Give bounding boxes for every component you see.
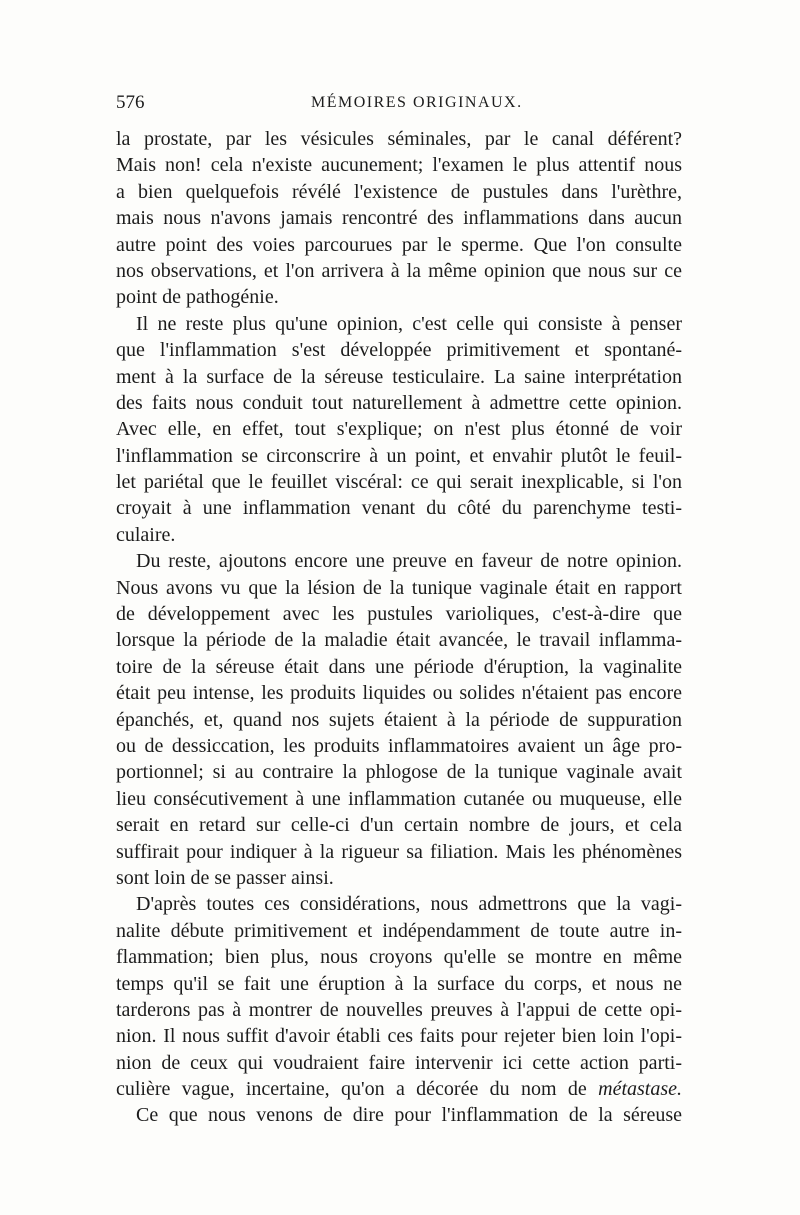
text-line: la prostate, par les vésicules séminales, par le canal déférent? [116,128,682,150]
text-line: des faits nous conduit tout naturellement à admettre cette opinion. [116,391,682,414]
page-header [116,92,682,122]
text-line: D'après toutes ces considérations, nous admettrons que la vagi- [136,893,682,916]
text-line: lieu consécutivement à une inflammation cutanée ou muqueuse, elle [116,787,682,810]
text-line: point de pathogénie. [116,286,279,309]
body-text [116,126,682,1129]
running-title: MÉMOIRES ORIGINAUX. [311,94,523,111]
text-line: ou de dessiccation, les produits inflammatoires avaient un âge pro- [116,734,682,757]
text-line: Avec elle, en effet, tout s'explique; on n'est plus étonné de voir [116,418,682,441]
text-line: culaire. [116,523,176,546]
text-line: mais nous n'avons jamais rencontré des inflammations dans aucun [116,207,682,230]
text-line: de développement avec les pustules varioliques, c'est-à-dire que [116,603,682,626]
line-text: culière vague, incertaine, qu'on a décorée du nom de [116,1078,587,1101]
text-line: nion de ceux qui voudraient faire intervenir ici cette action parti- [116,1051,682,1074]
text-line: ment à la surface de la séreuse testiculaire. La saine interprétation [116,365,682,388]
text-line: était peu intense, les produits liquides ou solides n'étaient pas encore [116,682,682,705]
text-line-with-emphasis [116,1076,682,1102]
text-line: let pariétal que le feuillet viscéral: ce qui serait inexplicable, si l'on [116,471,682,494]
text-line: nalite débute primitivement et indépendamment de toute autre in- [116,919,682,942]
text-line: autre point des voies parcourues par le sperme. Que l'on consulte [116,233,682,256]
emphasis-text: métastase. [598,1078,682,1101]
text-line: croyait à une inflammation venant du côté du parenchyme testi- [116,497,682,520]
text-line: que l'inflammation s'est développée primitivement et spontané- [116,339,682,362]
text-line: toire de la séreuse était dans une période d'éruption, la vaginalite [116,655,682,678]
text-line: portionnel; si au contraire la phlogose de la tunique vaginale avait [116,761,682,784]
text-line: sont loin de se passer ainsi. [116,866,334,889]
text-line: Il ne reste plus qu'une opinion, c'est celle qui consiste à penser [136,312,682,335]
text-line: Ce que nous venons de dire pour l'inflammation de la séreuse [136,1104,682,1127]
text-line: lorsque la période de la maladie était avancée, le travail inflamma- [116,629,682,652]
text-line: tarderons pas à montrer de nouvelles preuves à l'appui de cette opi- [116,998,682,1021]
text-line: nos observations, et l'on arrivera à la même opinion que nous sur ce [116,259,682,282]
text-line: temps qu'il se fait une éruption à la surface du corps, et nous ne [116,972,682,995]
text-line: serait en retard sur celle-ci d'un certain nombre de jours, et cela [116,814,682,837]
page-number: 576 [116,92,145,113]
text-line: Nous avons vu que la lésion de la tunique vaginale était en rapport [116,576,682,599]
text-line: Mais non! cela n'existe aucunement; l'examen le plus attentif nous [116,154,682,177]
text-line: a bien quelquefois révélé l'existence de pustules dans l'urèthre, [116,180,682,203]
text-line: Du reste, ajoutons encore une preuve en faveur de notre opinion. [136,550,682,573]
text-line: flammation; bien plus, nous croyons qu'elle se montre en même [116,946,682,969]
text-line: nion. Il nous suffit d'avoir établi ces faits pour rejeter bien loin l'opi- [116,1025,682,1048]
text-line: épanchés, et, quand nos sujets étaient à la période de suppuration [116,708,682,731]
text-line: l'inflammation se circonscrire à un point, et envahir plutôt le feuil- [116,444,682,467]
text-line: suffirait pour indiquer à la rigueur sa filiation. Mais les phénomènes [116,840,682,863]
